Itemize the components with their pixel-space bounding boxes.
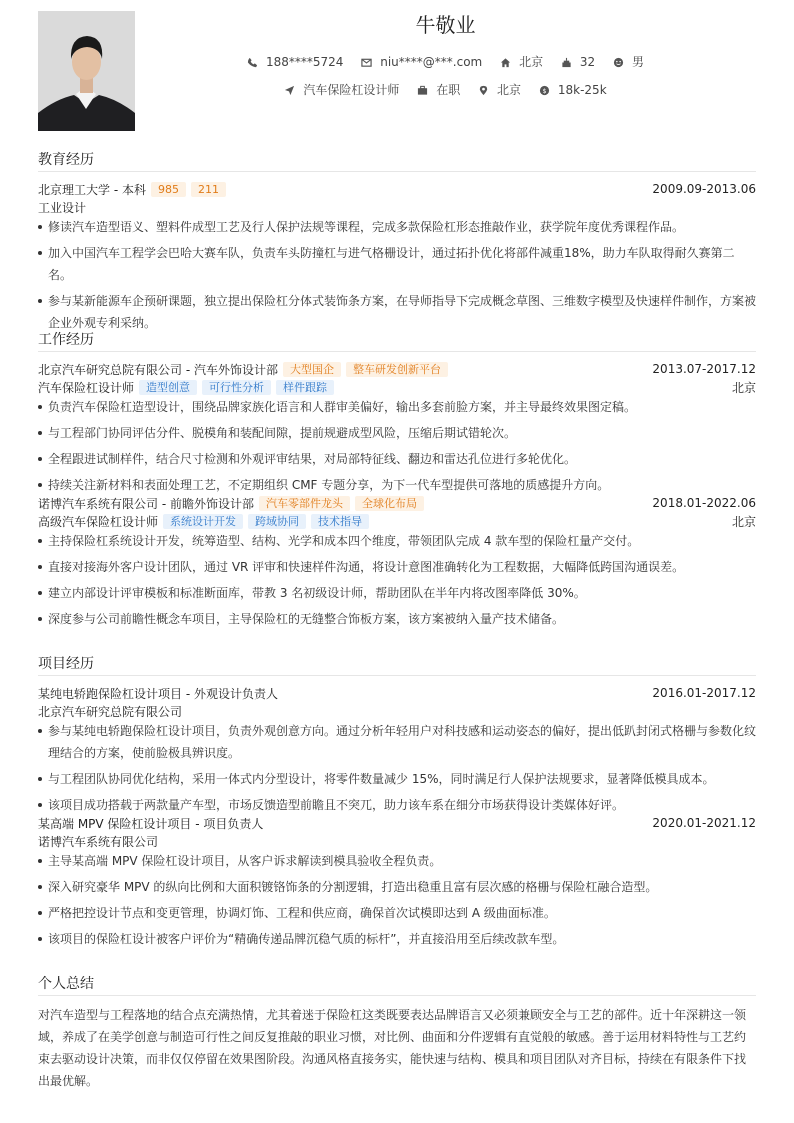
section-title: 项目经历 [38,653,756,676]
education-entry [38,180,756,334]
bullet-item: 深度参与公司前瞻性概念车项目，主导保险杠的无缝整合饰板方案，该方案被纳入量产技术储备。 [38,608,756,630]
age-info [561,55,595,69]
bullet-item: 主导某高端 MPV 保险杠设计项目，从客户诉求解读到模具验收全程负责。 [38,850,756,872]
project-header [38,814,756,832]
summary-section [38,973,756,1092]
company-name: 北京汽车研究总院有限公司 - 汽车外饰设计部 [38,362,278,377]
project-entry [38,814,756,950]
coin-icon [539,85,550,96]
bullet-item: 修读汽车造型语义、塑料件成型工艺及行人保护法规等课程，完成多款保险杠形态推敲作业，获学院年度优秀课程作品。 [38,216,756,238]
project-date: 2020.01-2021.12 [652,816,756,830]
section-title: 教育经历 [38,149,756,172]
work-city: 北京 [731,380,756,395]
bullet-item: 全程跟进试制样件，结合尺寸检测和外观评审结果，对局部特征线、翻边和雷达孔位进行多轮优化。 [38,448,756,470]
project-date: 2016.01-2017.12 [652,686,756,700]
city-info [500,53,543,70]
work-header [38,494,756,512]
project-header [38,684,756,702]
work-subheader [38,512,756,530]
salary-text: 18k-25k [557,83,607,97]
skill-tag: 造型创意 [139,380,197,395]
bullet-item: 该项目的保险杠设计被客户评价为“精确传递品牌沉稳气质的标杆”，并直接沿用至后续改款车型。 [38,928,756,950]
bullet-item: 参与某新能源车企预研课题，独立提出保险杠分体式装饰条方案，在导师指导下完成概念草图、三维数字模型及快速样件制作，方案被企业外观专利采纳。 [38,290,756,334]
status-text: 在职 [436,83,461,97]
work-header [38,360,756,378]
age-text: 32 [579,55,596,69]
work-section [38,329,756,634]
gender-text: 男 [632,55,645,69]
summary-text: 对汽车造型与工程落地的结合点充满热情，尤其着迷于保险杠这类既要表达品牌语言又必须兼顾安全与工艺的部件。近十年深耕这一领域，养成了在美学创意与制造可行性之间反复推敲的职业习惯，对比例、曲面和分件逻辑有直觉般的敏感。善于运用材料特性与工艺约束去驱动设计决策，而非仅仅停留在效果图阶段。沟通风格直接务实，能快速与结构、模具和项目团队对齐目标，持续在有限条件下找出最优解。 [38,1008,747,1088]
skill-tag: 可行性分析 [202,380,271,395]
skill-tag: 系统设计开发 [163,514,243,529]
contact-info-row [135,53,756,70]
bullet-item: 加入中国汽车工程学会巴哈大赛车队，负责车头防撞杠与进气格栅设计，通过拓扑优化将部件减重18%，助力车队取得耐久赛第二名。 [38,242,756,286]
work-bullets [38,530,756,630]
section-title: 工作经历 [38,329,756,352]
bullet-item: 主持保险杠系统设计开发，统筹造型、结构、光学和成本四个维度，带领团队完成 4 款车型的保险杠量产交付。 [38,530,756,552]
project-bullets [38,720,756,816]
project-org: 北京汽车研究总院有限公司 [38,704,183,719]
target-city-info [478,81,521,98]
education-date: 2009.09-2013.06 [652,182,756,196]
job-title: 汽车保险杠设计师 [38,380,135,395]
work-date: 2013.07-2017.12 [652,362,756,376]
project-org: 诺博汽车系统有限公司 [38,834,159,849]
education-subheader [38,198,756,216]
salary-info [539,83,607,97]
projects-section [38,653,756,954]
project-entry [38,684,756,816]
company-tag: 全球化布局 [355,496,424,511]
location-pin-icon [478,85,489,96]
job-title: 高级汽车保险杠设计师 [38,514,159,529]
work-date: 2018.01-2022.06 [652,496,756,510]
major: 工业设计 [38,200,87,215]
bullet-item: 该项目成功搭载于两款量产车型，市场反馈造型前瞻且不突兀，助力该车系在细分市场获得设计类媒体好评。 [38,794,756,816]
project-subheader [38,702,756,720]
work-bullets [38,396,756,496]
bullet-item: 参与某纯电轿跑保险杠设计项目，负责外观创意方向。通过分析年轻用户对科技感和运动姿态的偏好，提出低趴封闭式格栅与参数化纹理结合的方案，使前脸极具辨识度。 [38,720,756,764]
education-header [38,180,756,198]
candidate-name: 牛敬业 [415,13,476,37]
company-tag: 大型国企 [283,362,341,377]
skill-tag: 技术指导 [311,514,369,529]
project-bullets [38,850,756,950]
smile-icon [613,57,624,68]
mail-icon [361,57,372,68]
svg-text:$: $ [542,86,547,95]
gender-info [613,53,644,70]
home-icon [500,57,511,68]
work-city: 北京 [731,514,756,529]
company-name: 诺博汽车系统有限公司 - 前瞻外饰设计部 [38,496,254,511]
email-text: niu****@***.com [380,55,483,69]
project-name: 某纯电轿跑保险杠设计项目 - 外观设计负责人 [38,686,278,701]
section-title: 个人总结 [38,973,756,996]
bullet-item: 建立内部设计评审模板和标准断面库，带教 3 名初级设计师，帮助团队在半年内将改图率降低 30%。 [38,582,756,604]
school-tag: 211 [191,182,226,197]
cake-icon [561,57,572,68]
bullet-item: 与工程团队协同优化结构，采用一体式内分型设计，将零件数量减少 15%，同时满足行人保护法规要求，显著降低模具成本。 [38,768,756,790]
profile-photo [38,11,135,131]
phone-info [247,55,343,69]
education-bullets [38,216,756,334]
bullet-item: 严格把控设计节点和变更管理，协调灯饰、工程和供应商，确保首次试模即达到 A 级曲面标准。 [38,902,756,924]
education-section [38,149,756,338]
send-icon [284,85,295,96]
school-name: 北京理工大学 - 本科 [38,182,146,197]
portrait-image [38,11,135,131]
target-job-text: 汽车保险杠设计师 [303,83,400,97]
project-subheader [38,832,756,850]
work-subheader [38,378,756,396]
bullet-item: 持续关注新材料和表面处理工艺，不定期组织 CMF 专题分享，为下一代车型提供可落地的质感提升方向。 [38,474,756,496]
bullet-item: 深入研究豪华 MPV 的纵向比例和大面积镀铬饰条的分割逻辑，打造出稳重且富有层次感的格栅与保险杠融合造型。 [38,876,756,898]
briefcase-icon [417,85,428,96]
bullet-item: 直接对接海外客户设计团队，通过 VR 评审和快速样件沟通，将设计意图准确转化为工程数据，大幅降低跨国沟通误差。 [38,556,756,578]
city-text: 北京 [519,55,544,69]
work-entry [38,494,756,630]
school-tag: 985 [151,182,186,197]
skill-tag: 跨域协同 [248,514,306,529]
skill-tag: 样件跟踪 [276,380,334,395]
target-city-text: 北京 [497,83,522,97]
project-name: 某高端 MPV 保险杠设计项目 - 项目负责人 [38,816,264,831]
phone-icon [247,57,258,68]
email-info [361,55,482,69]
status-info [417,81,460,98]
company-tag: 整车研发创新平台 [346,362,448,377]
job-intention-row [135,81,756,98]
company-tag: 汽车零部件龙头 [259,496,350,511]
phone-text: 188****5724 [265,55,344,69]
work-entry [38,360,756,496]
target-job-info [284,81,399,98]
bullet-item: 与工程部门协同评估分件、脱模角和装配间隙，提前规避成型风险，压缩后期试错轮次。 [38,422,756,444]
bullet-item: 负责汽车保险杠造型设计，围绕品牌家族化语言和人群审美偏好，输出多套前脸方案，并主导最终效果图定稿。 [38,396,756,418]
